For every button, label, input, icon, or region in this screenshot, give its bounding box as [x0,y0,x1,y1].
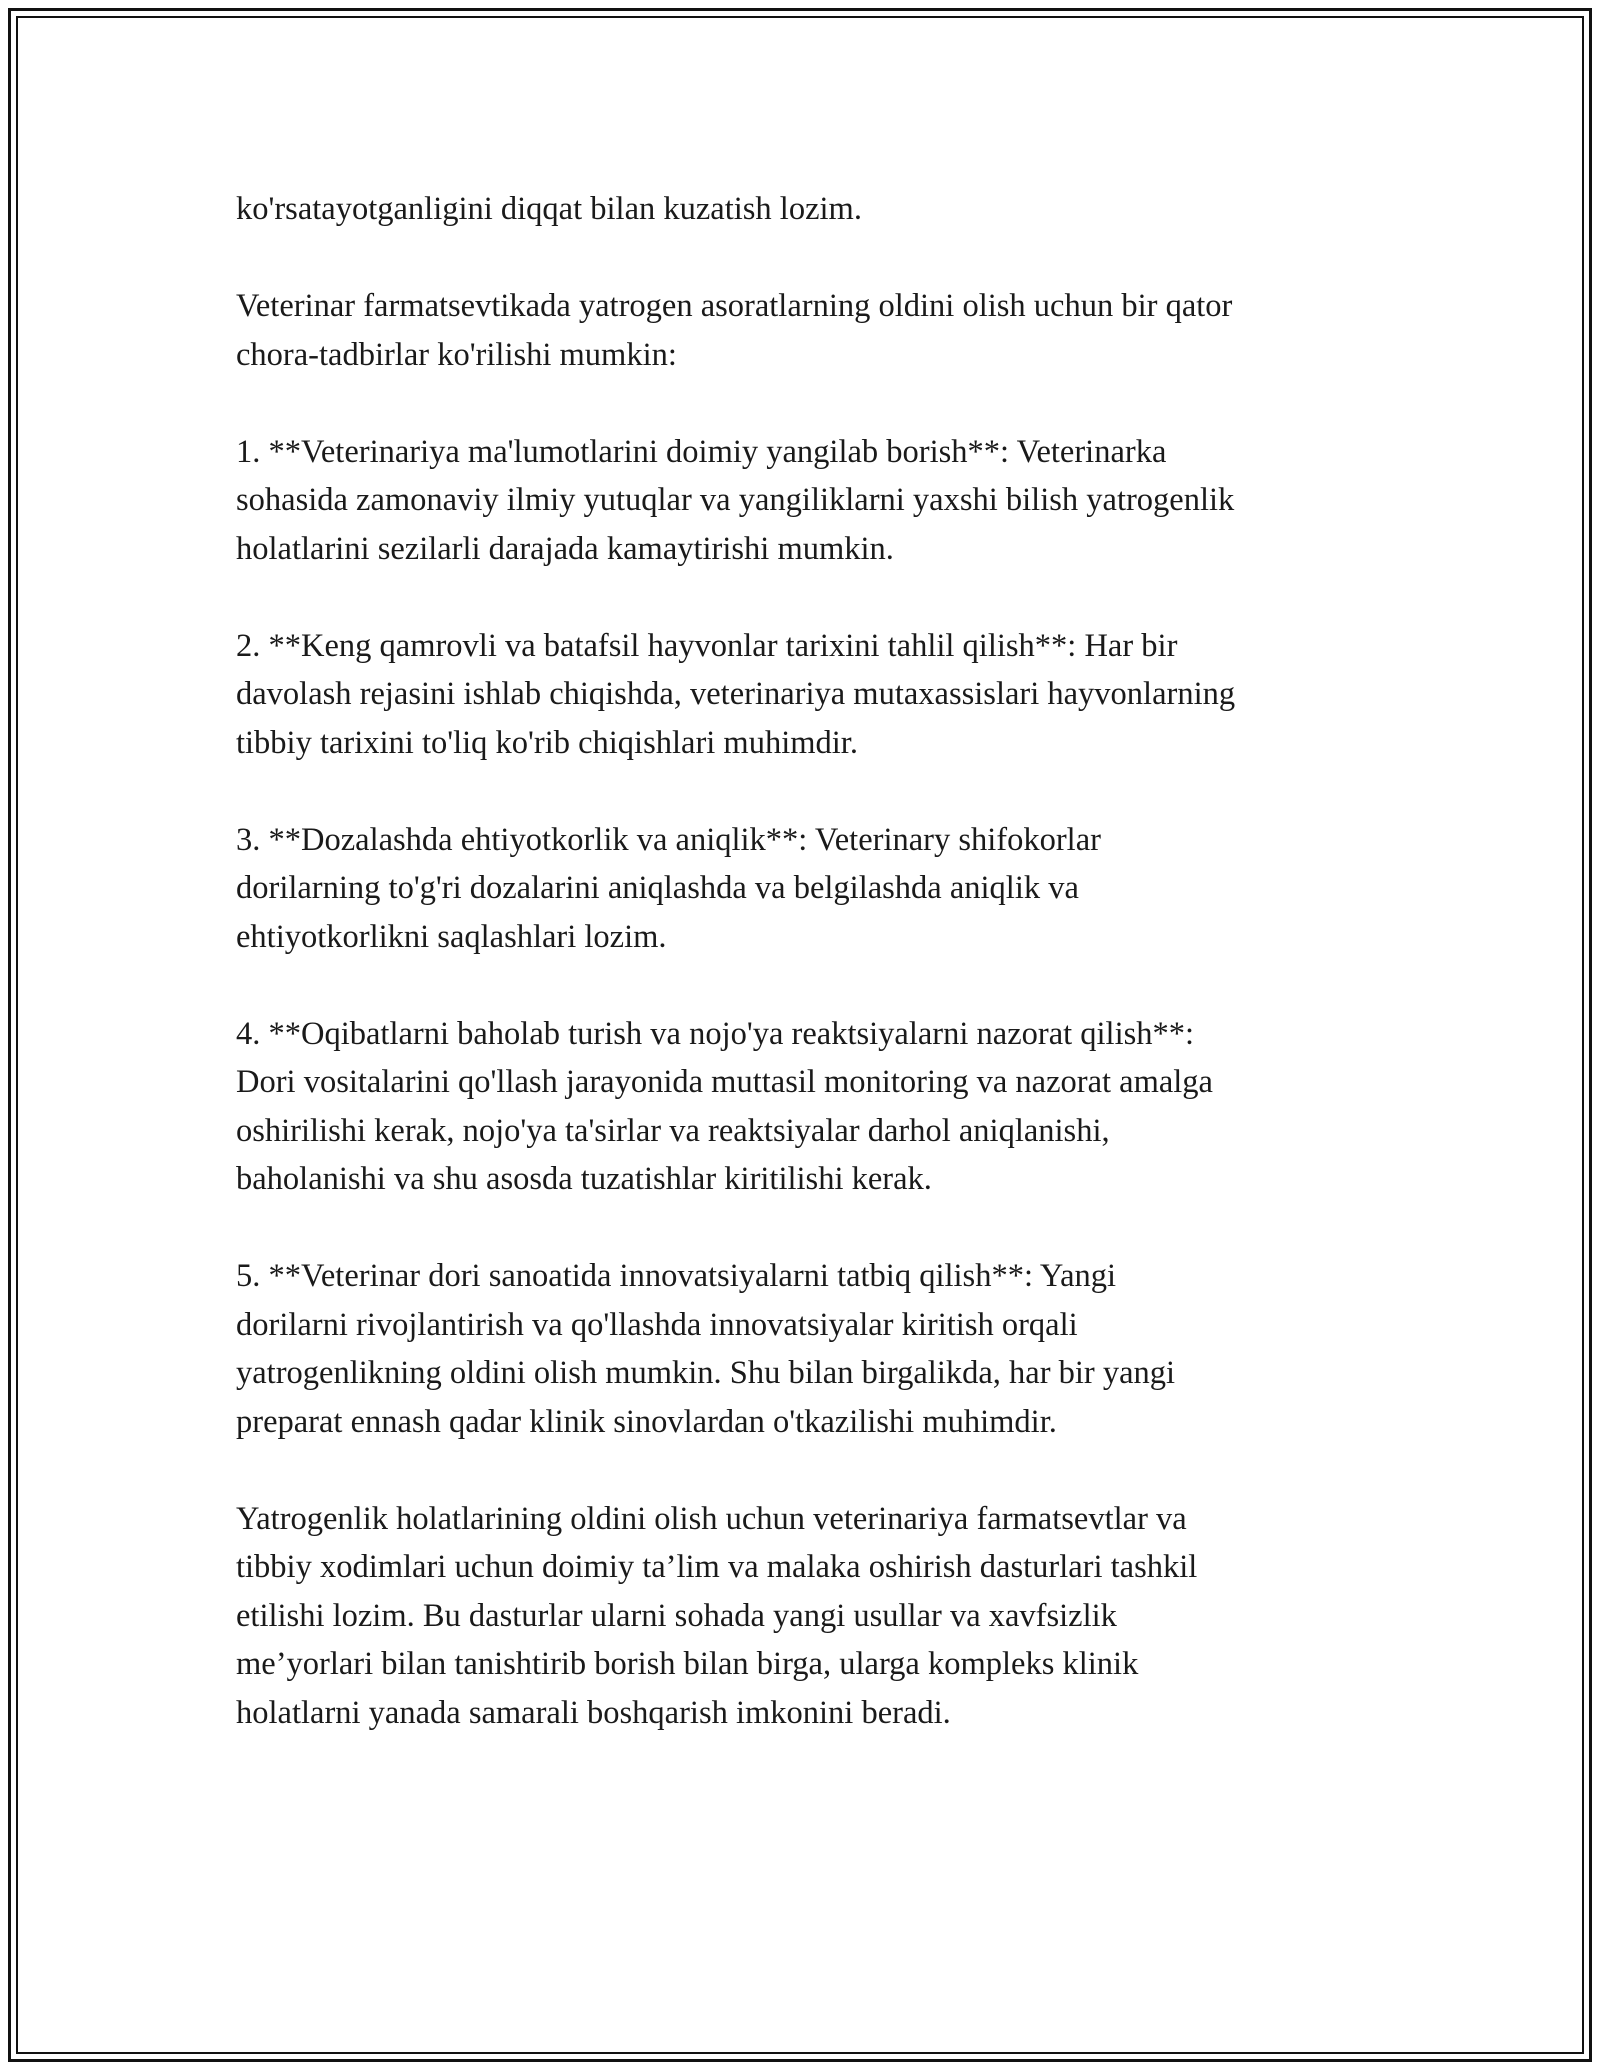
list-item-1: 1. **Veterinariya ma'lumotlarini doimiy yangilab borish**: Veterinarka sohasida zamonaviy ilmiy yutuqlar va yangiliklarni yaxshi bilish yatrogenlik holatlarini sezilarli darajada kamaytirishi mumkin. [236,433,1235,567]
document-body [236,185,1386,1737]
paragraph-intro: Veterinar farmatsevtikada yatrogen asoratlarning oldini olish uchun bir qator chora-tadbirlar ko'rilishi mumkin: [236,288,1233,373]
paragraph-conclusion: Yatrogenlik holatlarining oldini olish uchun veterinariya farmatsevtlar va tibbiy xodimlari uchun doimiy ta’lim va malaka oshirish dasturlari tashkil etilishi lozim. Bu dasturlar ularni sohada yangi usullar va xavfsizlik me’yorlari bilan tanishtirib borish bilan birga, ularga kompleks klinik holatlarni yanada samarali boshqarish imkonini beradi. [236,1500,1198,1731]
list-item-4: 4. **Oqibatlarni baholab turish va nojo'ya reaktsiyalarni nazorat qilish**: Dori vositalarini qo'llash jarayonida muttasil monitoring va nazorat amalga oshirilishi kerak, nojo'ya ta'sirlar va reaktsiyalar darhol aniqlanishi, baholanishi va shu asosda tuzatishlar kiritilishi kerak. [236,1015,1213,1197]
paragraph-continuation: ko'rsatayotganligini diqqat bilan kuzatish lozim. [236,191,862,227]
list-item-5: 5. **Veterinar dori sanoatida innovatsiyalarni tatbiq qilish**: Yangi dorilarni rivojlantirish va qo'llashda innovatsiyalar kiritish orqali yatrogenlikning oldini olish mumkin. Shu bilan birgalikda, har bir yangi preparat ennash qadar klinik sinovlardan o'tkazilishi muhimdir. [236,1258,1176,1440]
list-item-2: 2. **Keng qamrovli va batafsil hayvonlar tarixini tahlil qilish**: Har bir davolash rejasini ishlab chiqishda, veterinariya mutaxassislari hayvonlarning tibbiy tarixini to'liq ko'rib chiqishlari muhimdir. [236,627,1236,761]
list-item-3: 3. **Dozalashda ehtiyotkorlik va aniqlik**: Veterinary shifokorlar dorilarning to'g'ri dozalarini aniqlashda va belgilashda aniqlik va ehtiyotkorlikni saqlashlari lozim. [236,821,1101,955]
